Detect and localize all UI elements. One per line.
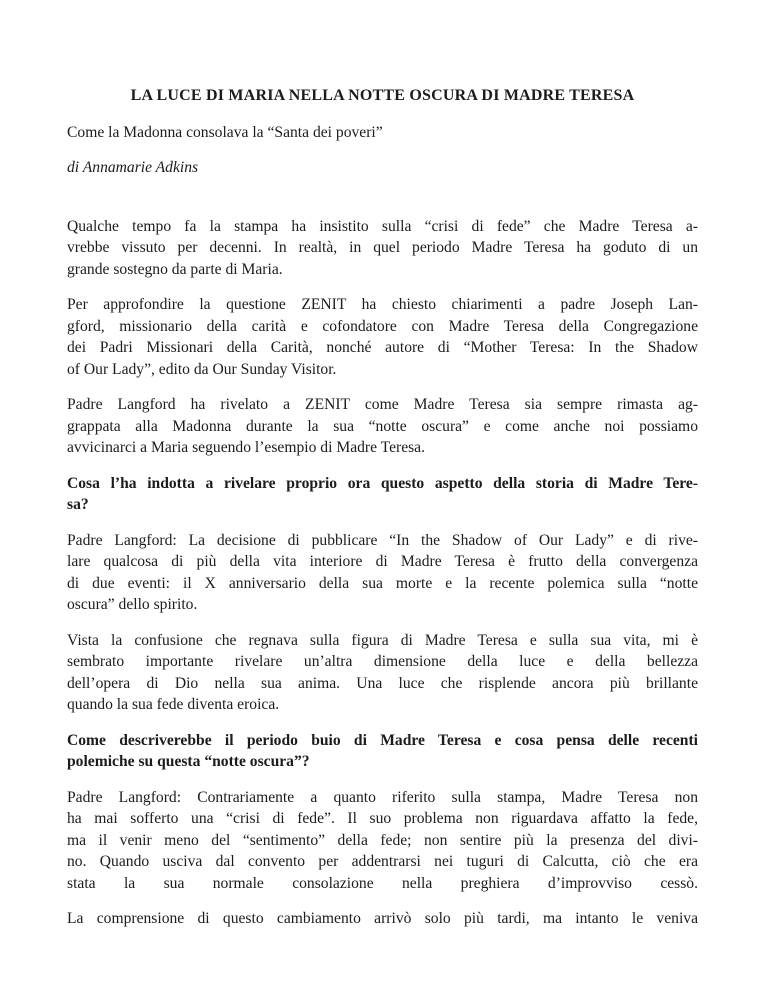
body-paragraph — [67, 787, 698, 895]
text-line: vrebbe vissuto per decenni. In realtà, in quel periodo Madre Teresa ha goduto di un — [67, 239, 698, 256]
text-line: of Our Lady”, edito da Our Sunday Visitor. — [67, 360, 337, 378]
text-line: sa? — [67, 496, 89, 513]
text-line: Cosa l’ha indotta a rivelare proprio ora questo aspetto della storia di Madre Tere- — [67, 474, 698, 492]
body-paragraph — [67, 216, 698, 281]
text-line: Per approfondire la questione ZENIT ha chiesto chiarimenti a padre Joseph Lan- — [67, 296, 698, 313]
text-line: stata la sua normale consolazione nella preghiera d’improvviso cessò. — [67, 874, 698, 892]
document-byline: di Annamarie Adkins — [67, 159, 199, 176]
text-line: Padre Langford: La decisione di pubblicare “In the Shadow of Our Lady” e di rive- — [67, 531, 698, 549]
interview-question — [67, 473, 698, 516]
text-line: Come descriverebbe il periodo buio di Madre Teresa e cosa pensa delle recenti — [67, 731, 698, 749]
document-content — [67, 85, 698, 944]
text-line: dei Padri Missionari della Carità, nonché autore di “Mother Teresa: In the Shadow — [67, 339, 698, 356]
text-line: ha mai sofferto una “crisi di fede”. Il suo problema non riguardava affatto la fede, — [67, 810, 698, 827]
document-subtitle: Come la Madonna consolava la “Santa dei poveri” — [67, 123, 383, 141]
text-line: La comprensione di questo cambiamento arrivò solo più tardi, ma intanto le veniva — [67, 910, 698, 927]
text-line: polemiche su questa “notte oscura”? — [67, 753, 310, 770]
text-line: grappata alla Madonna durante la sua “notte oscura” e come anche noi possiamo — [67, 417, 698, 435]
document-title: LA LUCE DI MARIA NELLA NOTTE OSCURA DI MADRE TERESA — [130, 87, 635, 104]
text-line: ma il venir meno del “sentimento” della fede; non sentire più la presenza del divi- — [67, 831, 698, 849]
body-paragraph — [67, 294, 698, 380]
text-line: quando la sua fede diventa eroica. — [67, 696, 280, 713]
text-line: dell’opera di Dio nella sua anima. Una luce che risplende ancora più brillante — [67, 674, 698, 692]
interview-question — [67, 730, 698, 773]
text-line: Qualche tempo fa la stampa ha insistito sulla “crisi di fede” che Madre Teresa a- — [67, 217, 698, 235]
text-line: di due eventi: il X anniversario della sua morte e la recente polemica sulla “notte — [67, 574, 698, 592]
document-body — [67, 216, 698, 930]
text-line: lare qualcosa di più della vita interiore di Madre Teresa è frutto della convergenza — [67, 553, 698, 570]
text-line: Vista la confusione che regnava sulla figura di Madre Teresa e sulla sua vita, mi è — [67, 631, 698, 649]
body-paragraph — [67, 530, 698, 616]
body-paragraph — [67, 630, 698, 716]
text-line: no. Quando usciva dal convento per addentrarsi nei tuguri di Calcutta, ciò che era — [67, 853, 698, 870]
text-line: avvicinarci a Maria seguendo l’esempio di Madre Teresa. — [67, 439, 426, 456]
text-line: Padre Langford ha rivelato a ZENIT come Madre Teresa sia sempre rimasta ag- — [67, 396, 698, 413]
text-line: sembrato importante rivelare un’altra dimensione della luce e della bellezza — [67, 653, 698, 670]
body-paragraph — [67, 908, 698, 930]
body-paragraph — [67, 394, 698, 459]
text-line: grande sostegno da parte di Maria. — [67, 260, 283, 278]
text-line: gford, missionario della carità e cofondatore con Madre Teresa della Congregazione — [67, 317, 698, 335]
text-line: Padre Langford: Contrariamente a quanto riferito sulla stampa, Madre Teresa non — [67, 788, 698, 806]
text-line: oscura” dello spirito. — [67, 596, 198, 613]
